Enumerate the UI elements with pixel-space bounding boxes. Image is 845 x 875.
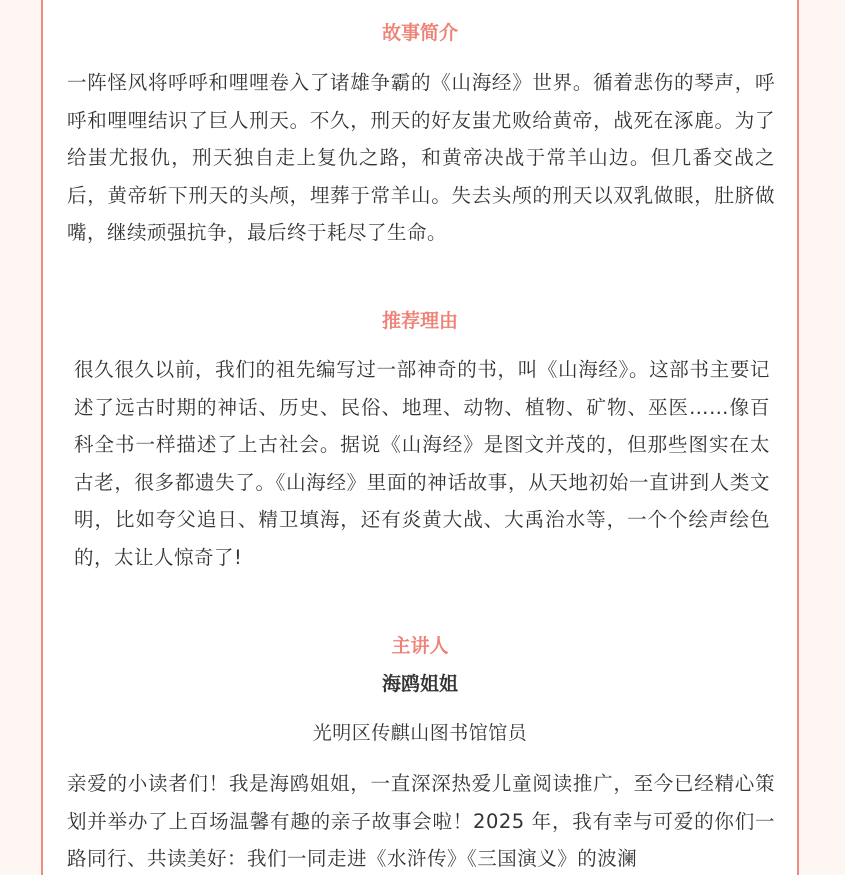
reason-heading: 推荐理由 (381, 310, 458, 332)
host-name: 海鸥姐姐 (381, 673, 458, 695)
host-heading: 主讲人 (391, 635, 449, 657)
host-paragraph: 亲爱的小读者们！我是海鸥姐姐，一直深深热爱儿童阅读推广，至今已经精心策划并举办了上百场温馨有趣的亲子故事会啦！2025 年，我有幸与可爱的你们一路同行、共读美好：我们一同走进《水浒传》《三国演义》的波澜 (67, 772, 775, 871)
reason-paragraph: 很久很久以前，我们的祖先编写过一部神奇的书，叫《山海经》。这部书主要记述了远古时期的神话、历史、民俗、地理、动物、植物、矿物、巫医……像百科全书一样描述了上古社会。据说《山海经》是图文并茂的，但那些图实在太古老，很多都遗失了。《山海经》里面的神话故事，从天地初始一直讲到人类文明，比如夸父追日、精卫填海，还有炎黄大战、大禹治水等，一个个绘声绘色的，太让人惊奇了! (74, 358, 770, 569)
story-heading: 故事简介 (381, 22, 458, 44)
host-title: 光明区传麒山图书馆馆员 (312, 722, 528, 744)
story-paragraph: 一阵怪风将呼呼和哩哩卷入了诸雄争霸的《山海经》世界。循着悲伤的琴声，呼呼和哩哩结识了巨人刑天。不久，刑天的好友蚩尤败给黄帝，战死在涿鹿。为了给蚩尤报仇，刑天独自走上复仇之路，和黄帝决战于常羊山边。但几番交战之后，黄帝斩下刑天的头颅，埋葬于常羊山。失去头颅的刑天以双乳做眼，肚脐做嘴，继续顽强抗争，最后终于耗尽了生命。 (67, 71, 775, 245)
article-panel (41, 0, 799, 875)
